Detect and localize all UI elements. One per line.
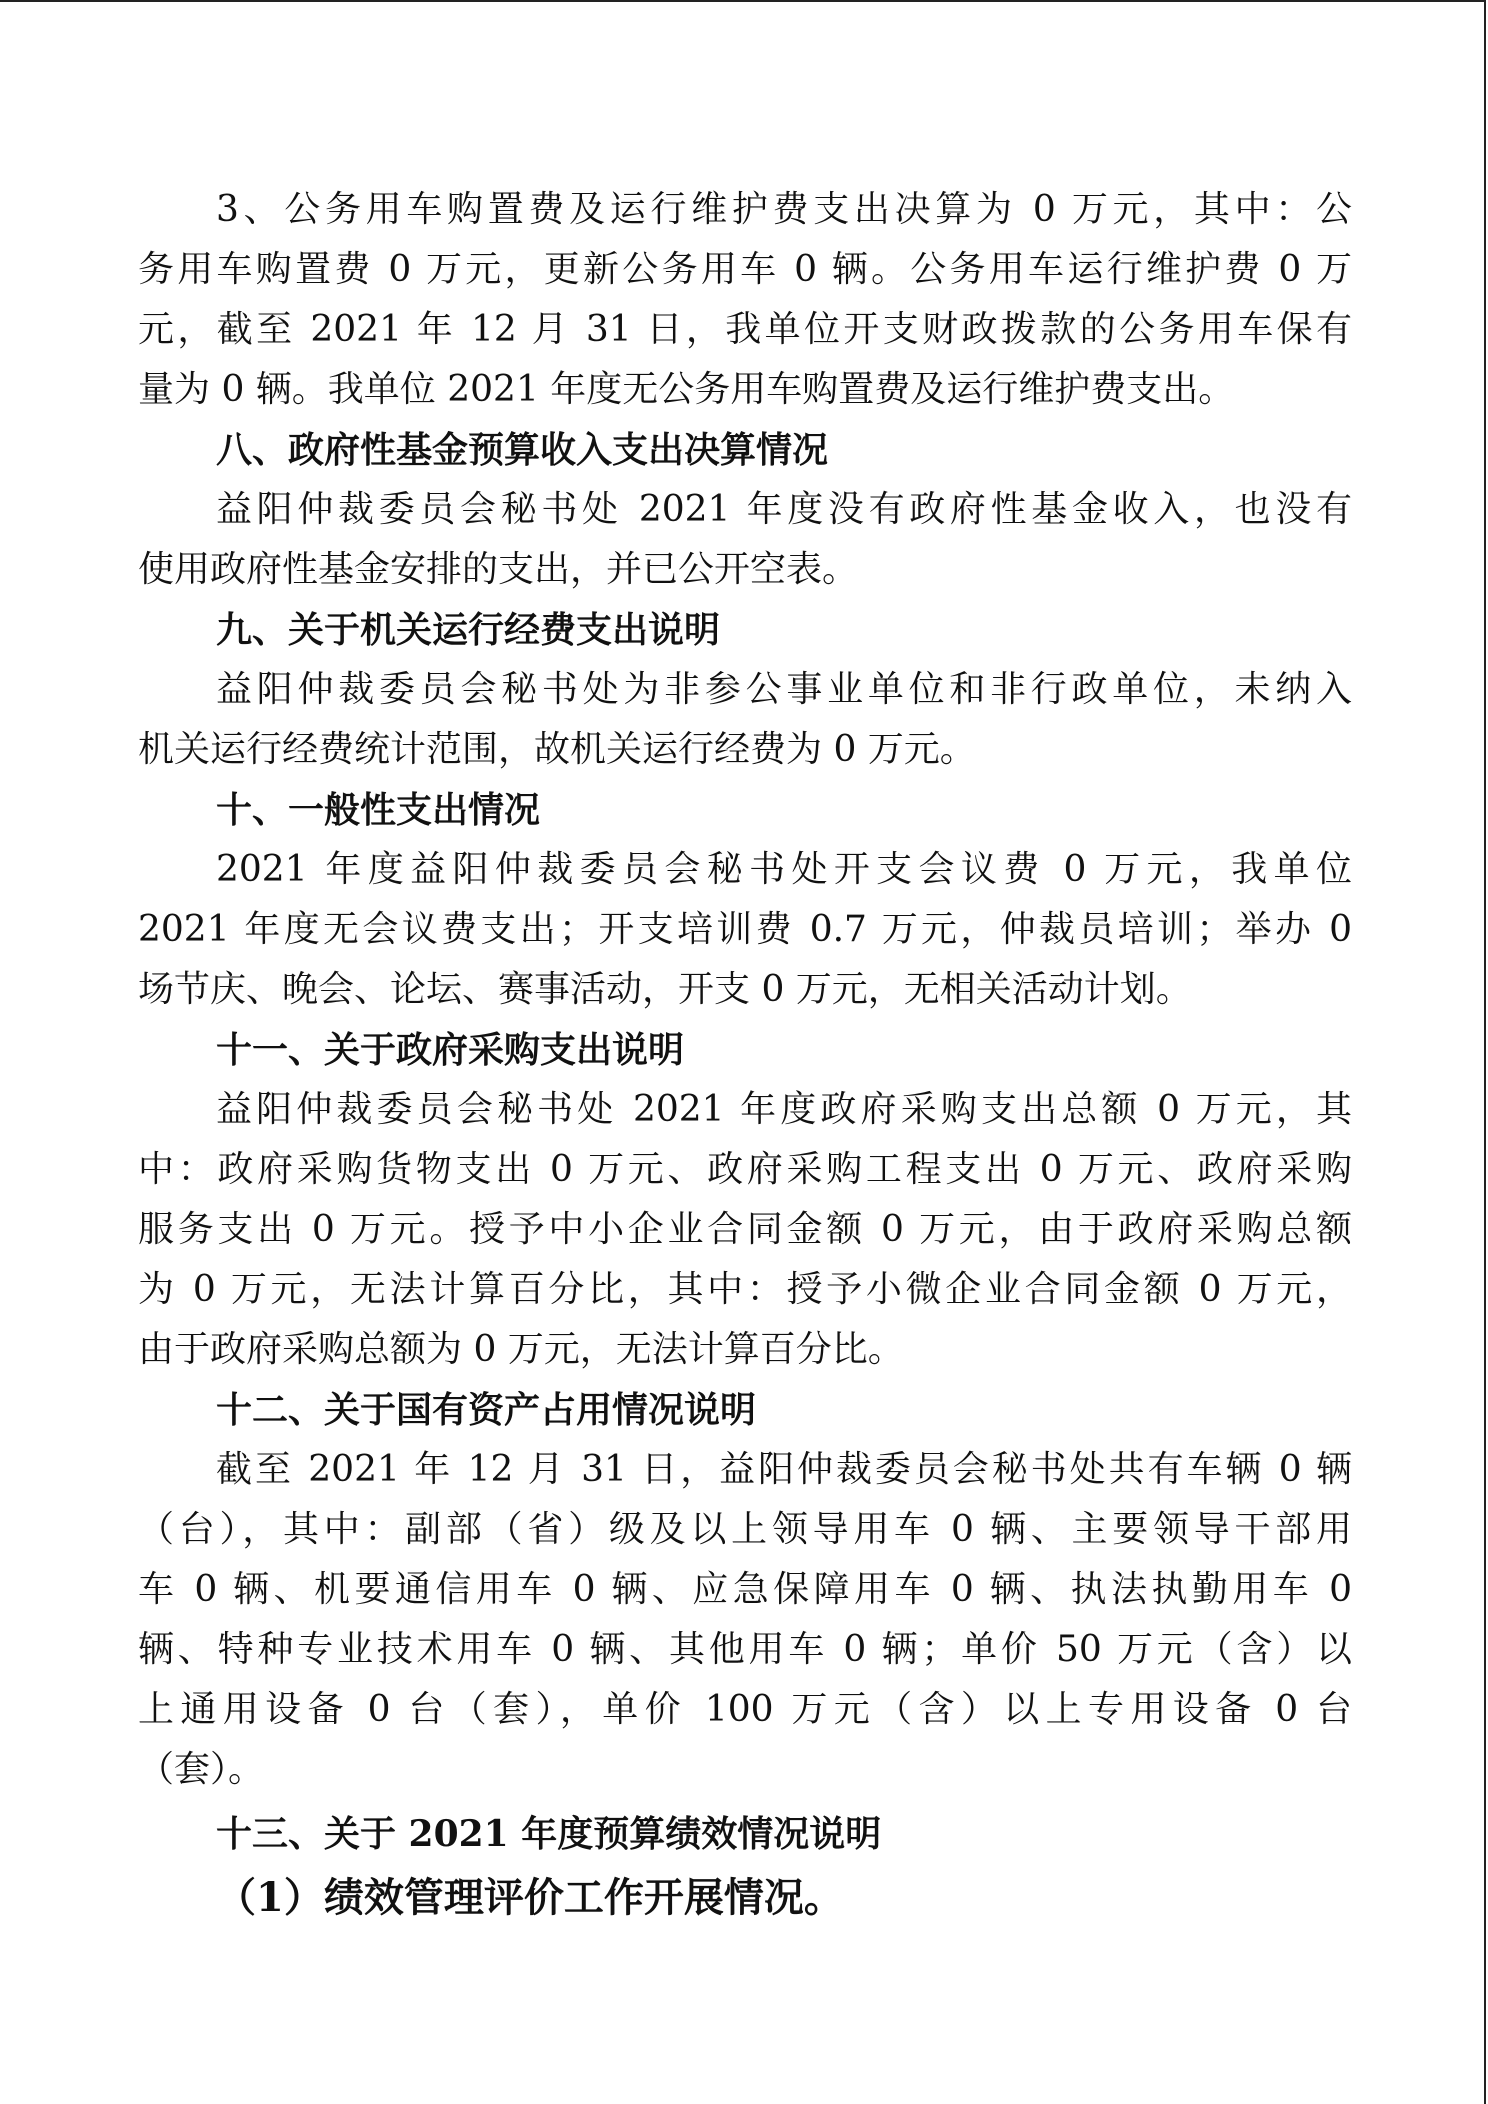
paragraph-line: 量为 0 辆。我单位 2021 年度无公务用车购置费及运行维护费支出。 [138, 369, 1235, 410]
paragraph-line: 务用车购置费 0 万元，更新公务用车 0 辆。公务用车运行维护费 0 万 [138, 249, 1352, 290]
paragraph-line: 车 0 辆、机要通信用车 0 辆、应急保障用车 0 辆、执法执勤用车 0 [138, 1569, 1352, 1610]
section-heading: 九、关于机关运行经费支出说明 [216, 609, 721, 651]
paragraph-line: 益阳仲裁委员会秘书处 2021 年度政府采购支出总额 0 万元，其 [216, 1089, 1352, 1130]
paragraph-line: 场节庆、晚会、论坛、赛事活动，开支 0 万元，无相关活动计划。 [138, 969, 1192, 1010]
document-body [138, 180, 1352, 1930]
paragraph-line: 为 0 万元，无法计算百分比，其中：授予小微企业合同金额 0 万元， [138, 1269, 1352, 1310]
section-heading: 十二、关于国有资产占用情况说明 [216, 1389, 757, 1431]
paragraph-line: （台），其中：副部（省）级及以上领导用车 0 辆、主要领导干部用 [138, 1509, 1352, 1550]
paragraph-line: 元，截至 2021 年 12 月 31 日，我单位开支财政拨款的公务用车保有 [138, 309, 1352, 350]
paragraph-line: 使用政府性基金安排的支出，并已公开空表。 [138, 549, 859, 590]
paragraph-line: 机关运行经费统计范围，故机关运行经费为 0 万元。 [138, 729, 976, 770]
paragraph-line: 3、公务用车购置费及运行维护费支出决算为 0 万元，其中：公 [216, 189, 1352, 230]
paragraph-line: 辆、特种专业技术用车 0 辆、其他用车 0 辆；单价 50 万元（含）以 [138, 1629, 1352, 1670]
section-heading: 十、一般性支出情况 [216, 789, 541, 831]
paragraph-line: 益阳仲裁委员会秘书处为非参公事业单位和非行政单位，未纳入 [216, 669, 1352, 710]
paragraph-line: 截至 2021 年 12 月 31 日，益阳仲裁委员会秘书处共有车辆 0 辆 [216, 1449, 1352, 1490]
paragraph-line: 中：政府采购货物支出 0 万元、政府采购工程支出 0 万元、政府采购 [138, 1149, 1352, 1190]
paragraph-line: 2021 年度益阳仲裁委员会秘书处开支会议费 0 万元，我单位 [216, 849, 1352, 890]
paragraph-line: 上通用设备 0 台（套），单价 100 万元（含）以上专用设备 0 台 [138, 1689, 1352, 1730]
paragraph-line: （套）。 [138, 1749, 265, 1790]
section-heading: 十一、关于政府采购支出说明 [216, 1029, 685, 1071]
section-heading: （1）绩效管理评价工作开展情况。 [216, 1874, 844, 1921]
paragraph-line: 服务支出 0 万元。授予中小企业合同金额 0 万元，由于政府采购总额 [138, 1209, 1352, 1250]
paragraph-line: 由于政府采购总额为 0 万元，无法计算百分比。 [138, 1329, 904, 1370]
paragraph-line: 益阳仲裁委员会秘书处 2021 年度没有政府性基金收入，也没有 [216, 489, 1352, 530]
section-heading: 八、政府性基金预算收入支出决算情况 [216, 429, 829, 471]
section-heading: 十三、关于 2021 年度预算绩效情况说明 [216, 1813, 882, 1855]
paragraph-line: 2021 年度无会议费支出；开支培训费 0.7 万元，仲裁员培训；举办 0 [138, 909, 1352, 950]
